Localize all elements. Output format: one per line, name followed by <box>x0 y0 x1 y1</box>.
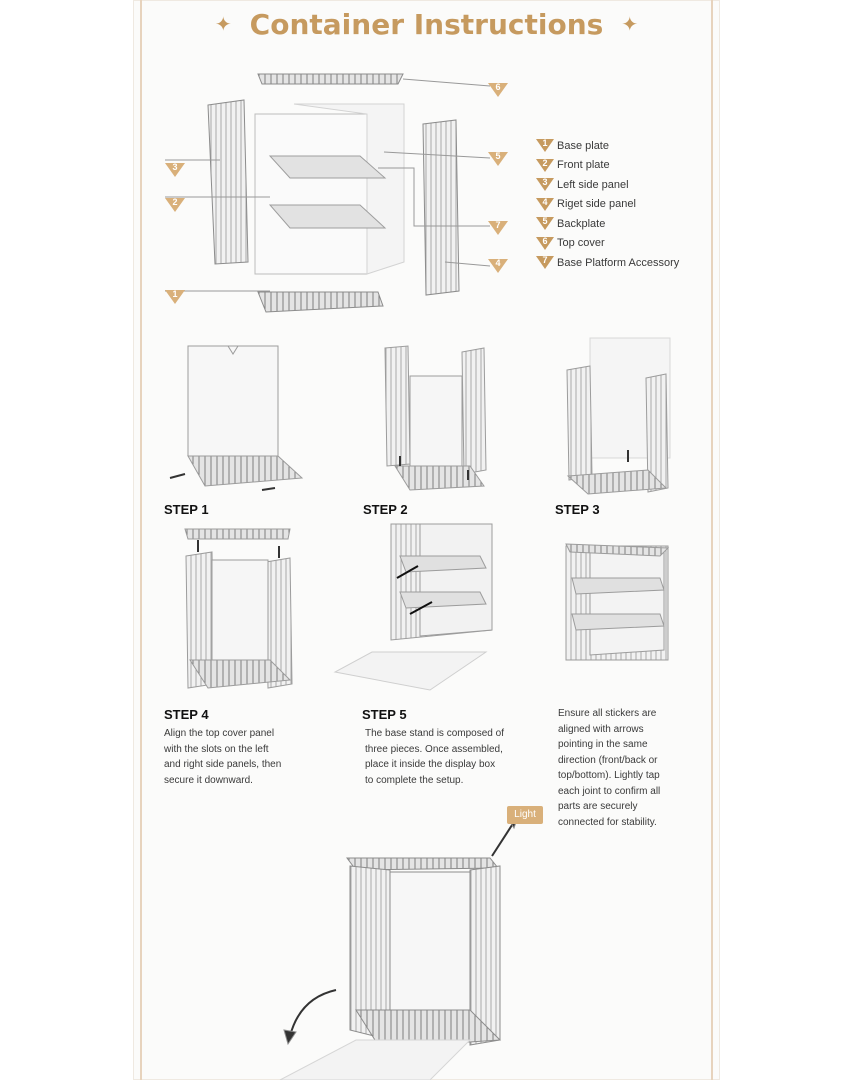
step1-illustration <box>170 346 302 490</box>
sparkle-icon: ✦ <box>621 13 639 36</box>
legend-item-base-platform-accessory <box>536 253 716 273</box>
page-title: Container Instructions <box>249 7 604 41</box>
number-badge-icon: 5 <box>536 217 554 230</box>
legend-item-front-plate <box>536 156 716 176</box>
legend-item-top-cover <box>536 234 716 254</box>
number-badge-icon: 1 <box>536 139 554 152</box>
alignment-note: Ensure all stickers are aligned with arrows pointing in the same direction (front/back or top/bottom). Lightly tap each joint to confirm all parts are securely connected for stability. <box>558 708 661 828</box>
legend-item-left-side-panel <box>536 175 716 195</box>
number-badge-icon: 6 <box>536 237 554 250</box>
legend-label: Top cover <box>557 237 605 250</box>
step4-illustration <box>185 529 292 688</box>
step3-illustration <box>567 338 670 494</box>
step-1-label: STEP 1 <box>164 502 209 517</box>
step2-illustration <box>385 346 486 490</box>
step-5-label: STEP 5 <box>362 707 407 722</box>
marker-backplate: 5 <box>488 152 508 166</box>
step-3-label: STEP 3 <box>555 502 600 517</box>
step5-illustration <box>335 524 492 690</box>
marker-top-cover: 6 <box>488 83 508 97</box>
assembled-container-illustration <box>566 544 668 660</box>
legend-label: Front plate <box>557 159 610 172</box>
legend-item-base-plate <box>536 136 716 156</box>
legend-item-right-side-panel <box>536 195 716 215</box>
sparkle-icon: ✦ <box>214 13 232 36</box>
legend-label: Base Platform Accessory <box>557 256 680 269</box>
step-5-description: The base stand is composed of three pieces. Once assembled, place it inside the display box to complete the setup. <box>365 728 504 786</box>
step-2-label: STEP 2 <box>363 502 408 517</box>
exploded-view <box>165 74 490 312</box>
legend-label: Left side panel <box>557 178 629 191</box>
step-4-label: STEP 4 <box>164 707 209 722</box>
legend-item-backplate <box>536 214 716 234</box>
marker-base-plate: 1 <box>165 290 185 304</box>
light-tag: Light <box>507 806 543 824</box>
final-illustration <box>280 816 518 1080</box>
parts-legend <box>536 136 716 273</box>
marker-front-plate: 2 <box>165 198 185 212</box>
legend-label: Base plate <box>557 139 609 152</box>
step-4-description: Align the top cover panel with the slots on the left and right side panels, then secure it downward. <box>164 728 282 786</box>
legend-label: Riget side panel <box>557 198 636 211</box>
marker-left-panel: 3 <box>165 163 185 177</box>
legend-label: Backplate <box>557 217 606 230</box>
number-badge-icon: 4 <box>536 198 554 211</box>
number-badge-icon: 2 <box>536 159 554 172</box>
marker-right-panel: 4 <box>488 259 508 273</box>
marker-base-platform: 7 <box>488 221 508 235</box>
number-badge-icon: 7 <box>536 256 554 269</box>
number-badge-icon: 3 <box>536 178 554 191</box>
